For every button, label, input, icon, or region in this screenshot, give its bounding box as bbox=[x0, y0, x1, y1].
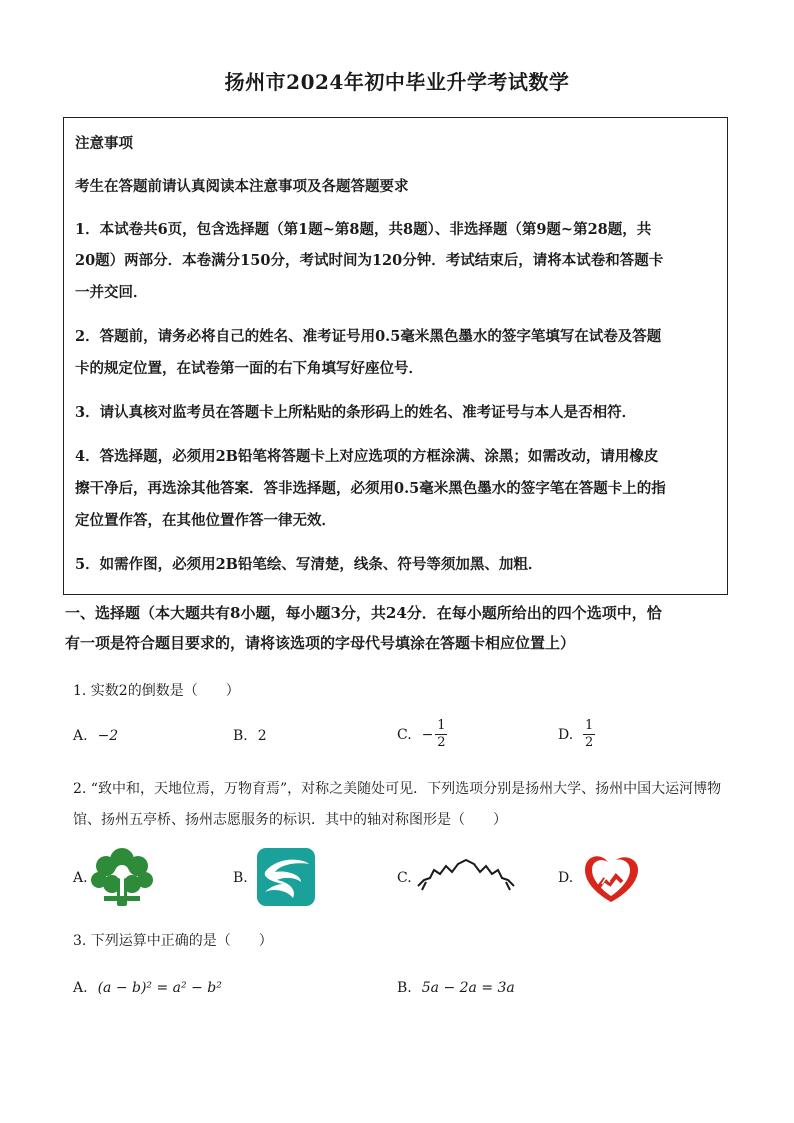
q3-option-a[interactable] bbox=[73, 980, 222, 996]
option-value: −2 bbox=[97, 728, 119, 744]
question-2-stem: 2. “致中和，天地位焉，万物育焉”，对称之美随处可见．下列选项分别是扬州大学、扬州中国大运河博物 bbox=[73, 781, 722, 797]
grand-canal-museum-logo-icon bbox=[257, 848, 315, 906]
option-label: B. bbox=[233, 728, 248, 744]
section-heading: 一、选择题（本大题共有8小题，每小题3分，共24分．在每小题所给出的四个选项中，恰 bbox=[65, 604, 662, 622]
q1-option-b[interactable] bbox=[233, 728, 267, 744]
notice-line: 擦干净后，再选涂其他答案．答非选择题，必须用0.5毫米黑色墨水的签字笔在答题卡上的指 bbox=[75, 480, 666, 497]
notice-line: 5．如需作图，必须用2B铅笔绘、写清楚，线条、符号等须加黑、加粗． bbox=[75, 556, 543, 573]
option-value: 2 bbox=[257, 728, 267, 744]
option-label: D. bbox=[558, 726, 574, 743]
fraction-denominator: 2 bbox=[585, 735, 594, 750]
notice-line: 20题）两部分．本卷满分150分，考试时间为120分钟．考试结束后，请将本试卷和答题卡 bbox=[75, 252, 664, 269]
notice-line: 2．答题前，请务必将自己的姓名、准考证号用0.5毫米黑色墨水的签字笔填写在试卷及答题 bbox=[75, 328, 662, 345]
notice-line: 3．请认真核对监考员在答题卡上所粘贴的条形码上的姓名、准考证号与本人是否相符． bbox=[75, 404, 637, 421]
fraction-denominator: 2 bbox=[437, 735, 446, 750]
option-label: A. bbox=[73, 728, 88, 744]
option-label: B. bbox=[397, 980, 412, 996]
q2-option-a-label[interactable]: A. bbox=[73, 870, 88, 886]
notice-heading: 注意事项 bbox=[75, 135, 133, 152]
option-label: C. bbox=[397, 726, 412, 743]
five-pavilion-bridge-logo-icon bbox=[416, 856, 516, 896]
question-2-stem-cont: 馆、扬州五亭桥、扬州志愿服务的标识．其中的轴对称图形是（ ） bbox=[73, 812, 507, 828]
q2-option-d-label[interactable]: D. bbox=[558, 870, 574, 886]
q2-option-b-label[interactable]: B. bbox=[233, 870, 248, 886]
notice-line: 卡的规定位置，在试卷第一面的右下角填写好座位号． bbox=[75, 360, 423, 377]
option-sign: − bbox=[421, 726, 434, 743]
option-label: A. bbox=[73, 980, 88, 996]
page-title: 扬州市2024年初中毕业升学考试数学 bbox=[224, 70, 570, 94]
q2-option-c-label[interactable]: C. bbox=[397, 870, 412, 886]
notice-intro: 考生在答题前请认真阅读本注意事项及各题答题要求 bbox=[75, 178, 409, 195]
notice-line: 一并交回． bbox=[75, 284, 148, 301]
option-value: 5a − 2a = 3a bbox=[421, 980, 515, 996]
notice-line: 4．答选择题，必须用2B铅笔将答题卡上对应选项的方框涂满、涂黑；如需改动，请用橡皮 bbox=[75, 448, 659, 465]
q1-option-d[interactable] bbox=[558, 718, 595, 751]
notice-line: 1．本试卷共6页，包含选择题（第1题~第8题，共8题）、非选择题（第9题~第28题，共 bbox=[75, 221, 652, 238]
fraction-numerator: 1 bbox=[585, 718, 594, 733]
q3-option-b[interactable] bbox=[397, 980, 515, 996]
notice-box bbox=[63, 117, 728, 595]
q1-option-a[interactable] bbox=[73, 728, 118, 744]
yangzhou-university-logo-icon bbox=[90, 846, 154, 908]
fraction-numerator: 1 bbox=[437, 718, 446, 733]
question-1-stem: 1. 实数2的倒数是（ ） bbox=[73, 683, 240, 699]
volunteer-service-logo-icon bbox=[580, 850, 642, 906]
section-heading-cont: 有一项是符合题目要求的，请将该选项的字母代号填涂在答题卡相应位置上） bbox=[65, 634, 576, 652]
q1-option-c[interactable] bbox=[397, 718, 447, 751]
fraction bbox=[583, 718, 595, 751]
option-value: (a − b)² = a² − b² bbox=[97, 980, 222, 996]
fraction bbox=[435, 718, 447, 751]
question-3-stem: 3. 下列运算中正确的是（ ） bbox=[73, 933, 273, 949]
notice-line: 定位置作答，在其他位置作答一律无效． bbox=[75, 512, 336, 529]
